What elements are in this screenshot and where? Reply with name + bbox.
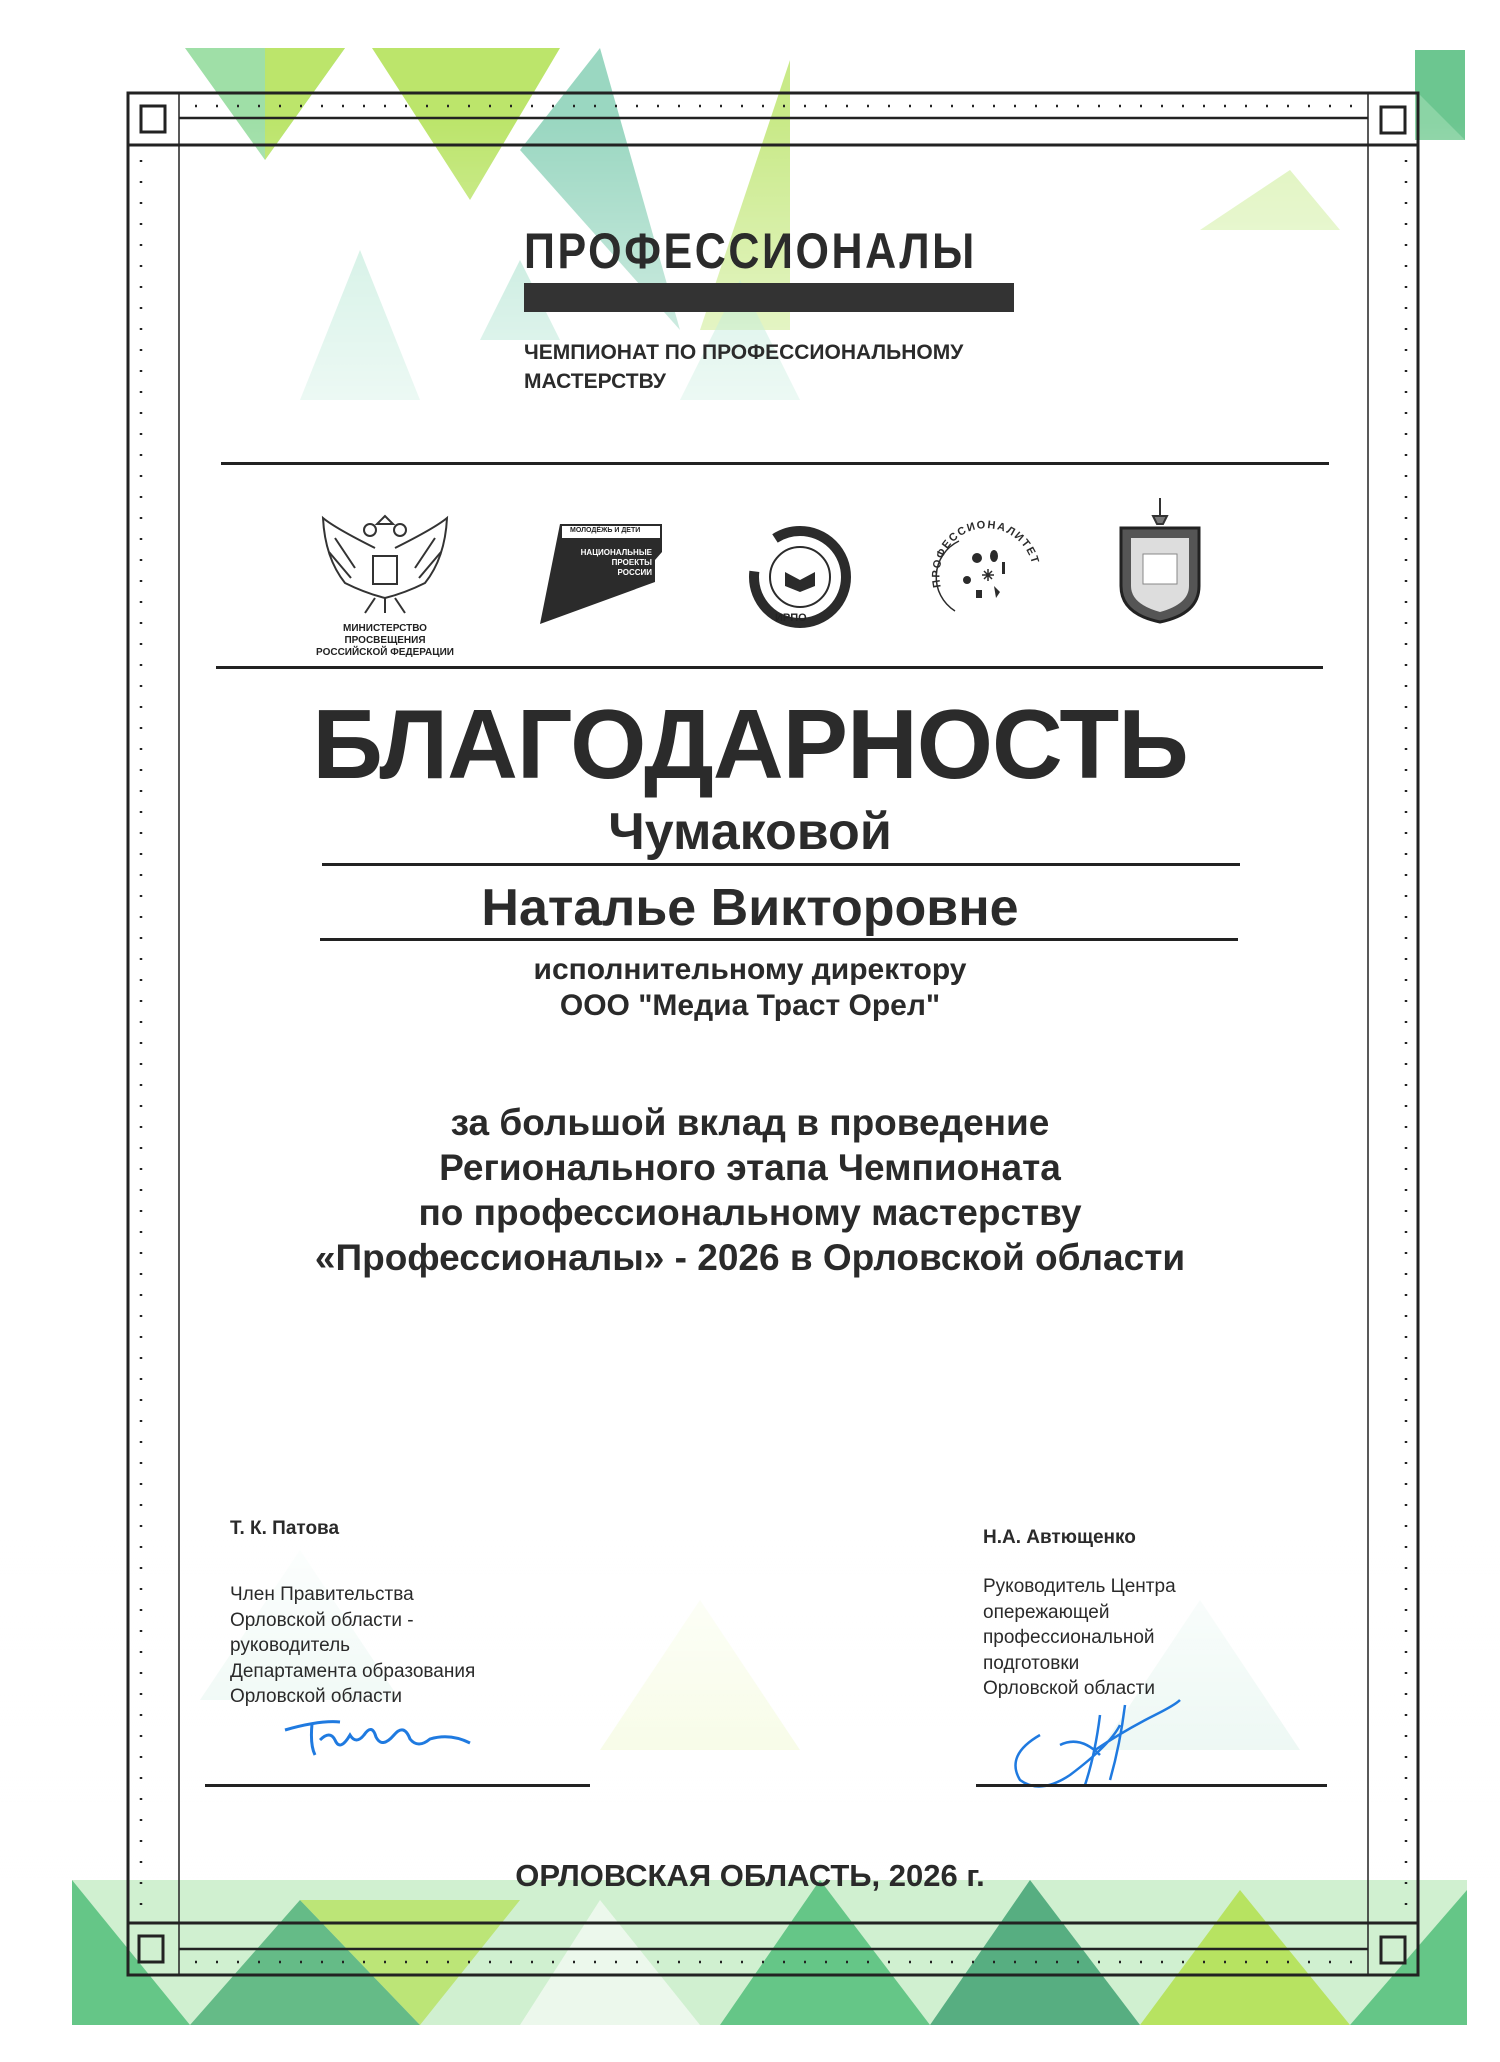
natproj-text: НАЦИОНАЛЬНЫЕ ПРОЕКТЫ РОССИИ	[580, 548, 652, 577]
certificate-title: БЛАГОДАРНОСТЬ	[312, 689, 1188, 799]
reason-line: по профессиональному мастерству	[418, 1192, 1082, 1233]
reason-line: Регионального этапа Чемпионата	[439, 1147, 1061, 1188]
profesionalitet-logo	[927, 515, 1047, 635]
irpo-caption: ИРПО	[775, 612, 807, 624]
ministry-caption: РОССИЙСКОЙ ФЕДЕРАЦИИ	[316, 647, 454, 658]
name-underline	[320, 938, 1238, 941]
signature-line	[976, 1784, 1327, 1787]
irpo-logo	[745, 522, 855, 632]
recipient-organization: ООО "Медиа Траст Орел"	[559, 989, 941, 1022]
brand-title: ПРОФЕССИОНАЛЫ	[524, 223, 977, 279]
left-signatory-name: Т. К. Патова	[230, 1518, 340, 1539]
subtitle-line: ЧЕМПИОНАТ ПО ПРОФЕССИОНАЛЬНОМУ	[524, 341, 964, 364]
right-signatory-name: Н.А. Автющенко	[983, 1527, 1136, 1548]
eagle-emblem-icon	[305, 508, 465, 618]
left-signature-icon	[280, 1700, 530, 1770]
reason-line: «Профессионалы» - 2026 в Орловской области	[314, 1237, 1186, 1278]
recipient-position: исполнительному директору	[533, 953, 967, 986]
divider	[216, 666, 1323, 669]
right-signatory-role: Руководитель Центра опережающей профессиональной подготовки Орловской области	[983, 1576, 1176, 1699]
recipient-given-names: Наталье Викторовне	[481, 879, 1019, 937]
ministry-logo	[305, 508, 465, 658]
left-signatory-role: Член Правительства Орловской области - руководитель Департамента образования Орловской области	[230, 1584, 476, 1707]
ministry-caption: МИНИСТЕРСТВО ПРОСВЕЩЕНИЯ	[343, 623, 427, 646]
reason-line: за большой вклад в проведение	[450, 1102, 1050, 1143]
profesionalitet-caption: ПРОФЕССИОНАЛИТЕТ	[930, 518, 1042, 589]
natproj-caption: МОЛОДЁЖЬ И ДЕТИ	[570, 527, 641, 534]
championship-subtitle	[524, 338, 963, 396]
brand-bar	[524, 283, 1014, 312]
signature-line	[205, 1784, 590, 1787]
recipient-surname: Чумаковой	[608, 803, 892, 861]
subtitle-line: МАСТЕРСТВУ	[524, 370, 666, 393]
name-underline	[322, 863, 1240, 866]
footer-place-year: ОРЛОВСКАЯ ОБЛАСТЬ, 2026 г.	[515, 1858, 985, 1893]
award-reason	[0, 1100, 1500, 1280]
oryol-coat-of-arms-icon	[1115, 496, 1205, 626]
divider	[221, 462, 1329, 465]
national-projects-logo	[540, 522, 665, 627]
